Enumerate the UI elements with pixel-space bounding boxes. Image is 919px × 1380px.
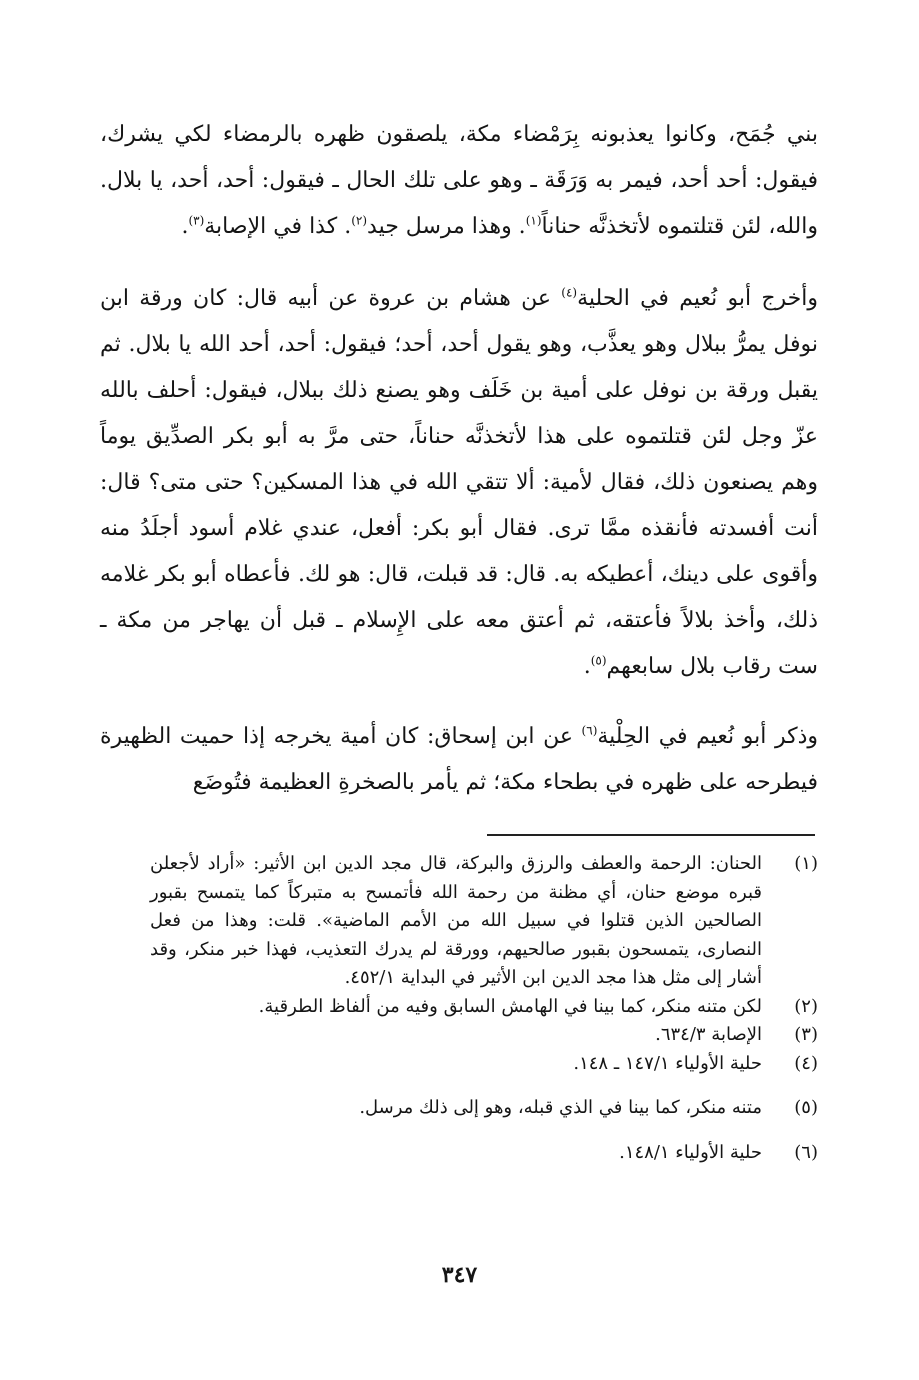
paragraph (100, 714, 818, 806)
paragraph-text: عن هشام بن عروة عن أبيه قال: كان ورقة ابن نوفل يمرُّ ببلال وهو يعذَّب، وهو يقول أحد، أحد؛ فيقول: أحد، أحد الله يا بلال. ثم يقبل ورقة بن نوفل على أمية بن خَلَف وهو يصنع ذلك ببلال، فيقول: أحلف بالله عزّ وجل لئن قتلتموه على هذا لأتخذنَّه حناناً، حتى مرَّ به أبو بكر الصدِّيق يوماً وهم يصنعون ذلك، فقال لأمية: ألا تتقي الله في هذا المسكين؟ حتى متى؟ قال: أنت أفسدته فأنقذه ممَّا ترى. فقال أبو بكر: أفعل، عندي غلام أسود أجلَدُ منه وأقوى على دينك، أعطيكه به. قال: قد قبلت، قال: هو لك. فأعطاه أبو بكر غلامه ذلك، وأخذ بلالاً فأعتقه، ثم أعتق معه على الإِسلام ـ قبل أن يهاجر من مكة ـ ست رقاب بلال سابعهم (100, 286, 818, 679)
footnote-text: لكن متنه منكر، كما بينا في الهامش السابق وفيه من ألفاظ الطرقية. (258, 995, 762, 1017)
footnote (150, 1139, 818, 1168)
paragraph-text: وذكر أبو نُعيم في الحِلْية (597, 724, 818, 749)
paragraph-text: . كذا في الإصابة (204, 214, 352, 239)
paragraph (100, 112, 818, 250)
footnote-reference: (٦) (581, 723, 598, 738)
paragraph-text: عن ابن إسحاق: كان أمية يخرجه إذا حميت الظهيرة فيطرحه على ظهره في بطحاء مكة؛ ثم يأمر بالصخرةِ العظيمة فتُوضَع (100, 724, 818, 795)
footnote-number: (١) (794, 853, 818, 874)
footnote-reference: (٢) (351, 213, 368, 228)
footnote (150, 1021, 818, 1050)
paragraph-text: . (583, 654, 591, 679)
footnote-number: (٢) (794, 995, 818, 1017)
footnote-number: (٦) (794, 1141, 818, 1163)
footnote (150, 1050, 818, 1079)
footnote-reference: (٤) (561, 285, 578, 300)
footnote-reference: (٥) (590, 653, 607, 668)
footnote-number: (٤) (794, 1052, 818, 1074)
footnote-text: حلية الأولياء ١٤٧/١ ـ ١٤٨. (573, 1052, 762, 1074)
footnote-text: الإصابة ٦٣٤/٣. (655, 1024, 762, 1045)
footnote-text: متنه منكر، كما بينا في الذي قبله، وهو إلى ذلك مرسل. (359, 1097, 762, 1118)
footnote-number: (٣) (794, 1024, 818, 1045)
footnote (150, 993, 818, 1022)
main-text (100, 112, 818, 806)
page-number: ٣٤٧ (441, 1262, 478, 1288)
footnote-text: حلية الأولياء ١٤٨/١. (619, 1141, 762, 1163)
paragraph-text: بني جُمَح، وكانوا يعذبونه بِرَمْضاء مكة، يلصقون ظهره بالرمضاء لكي يشرك، فيقول: أحد أحد، فيمر به وَرَقَة ـ وهو على تلك الحال ـ فيقول: أحد، أحد، يا بلال. والله، لئن قتلتموه لأتخذنَّه حناناً (100, 122, 818, 239)
footnote-number: (٥) (794, 1097, 818, 1118)
footnote-text: الحنان: الرحمة والعطف والرزق والبركة، قال مجد الدين ابن الأثير: «أراد لأجعلن قبره موضع حنان، أي مظنة من رحمة الله فأتمسح به متبركاً كما يتمسح بقبور الصالحين الذين قتلوا في سبيل الله من الأمم الماضية». قلت: وهذا من فعل النصارى، يتمسحون بقبور صالحيهم، وورقة لم يدرك التعذيب، فهذا خبر منكر، وقد أشار إلى مثل هذا مجد الدين ابن الأثير في البداية ٤٥٢/١. (150, 853, 762, 988)
footnote (150, 1094, 818, 1123)
footnote-divider (487, 834, 815, 836)
paragraph (100, 276, 818, 690)
footnote-reference: (٣) (188, 213, 205, 228)
paragraph-text: . (181, 214, 189, 239)
footnotes (150, 850, 818, 1167)
footnote (150, 850, 818, 993)
paragraph-text: . وهذا مرسل جيد (367, 214, 526, 239)
footnote-reference: (١) (525, 213, 542, 228)
paragraph-text: وأخرج أبو نُعيم في الحلية (577, 286, 818, 311)
